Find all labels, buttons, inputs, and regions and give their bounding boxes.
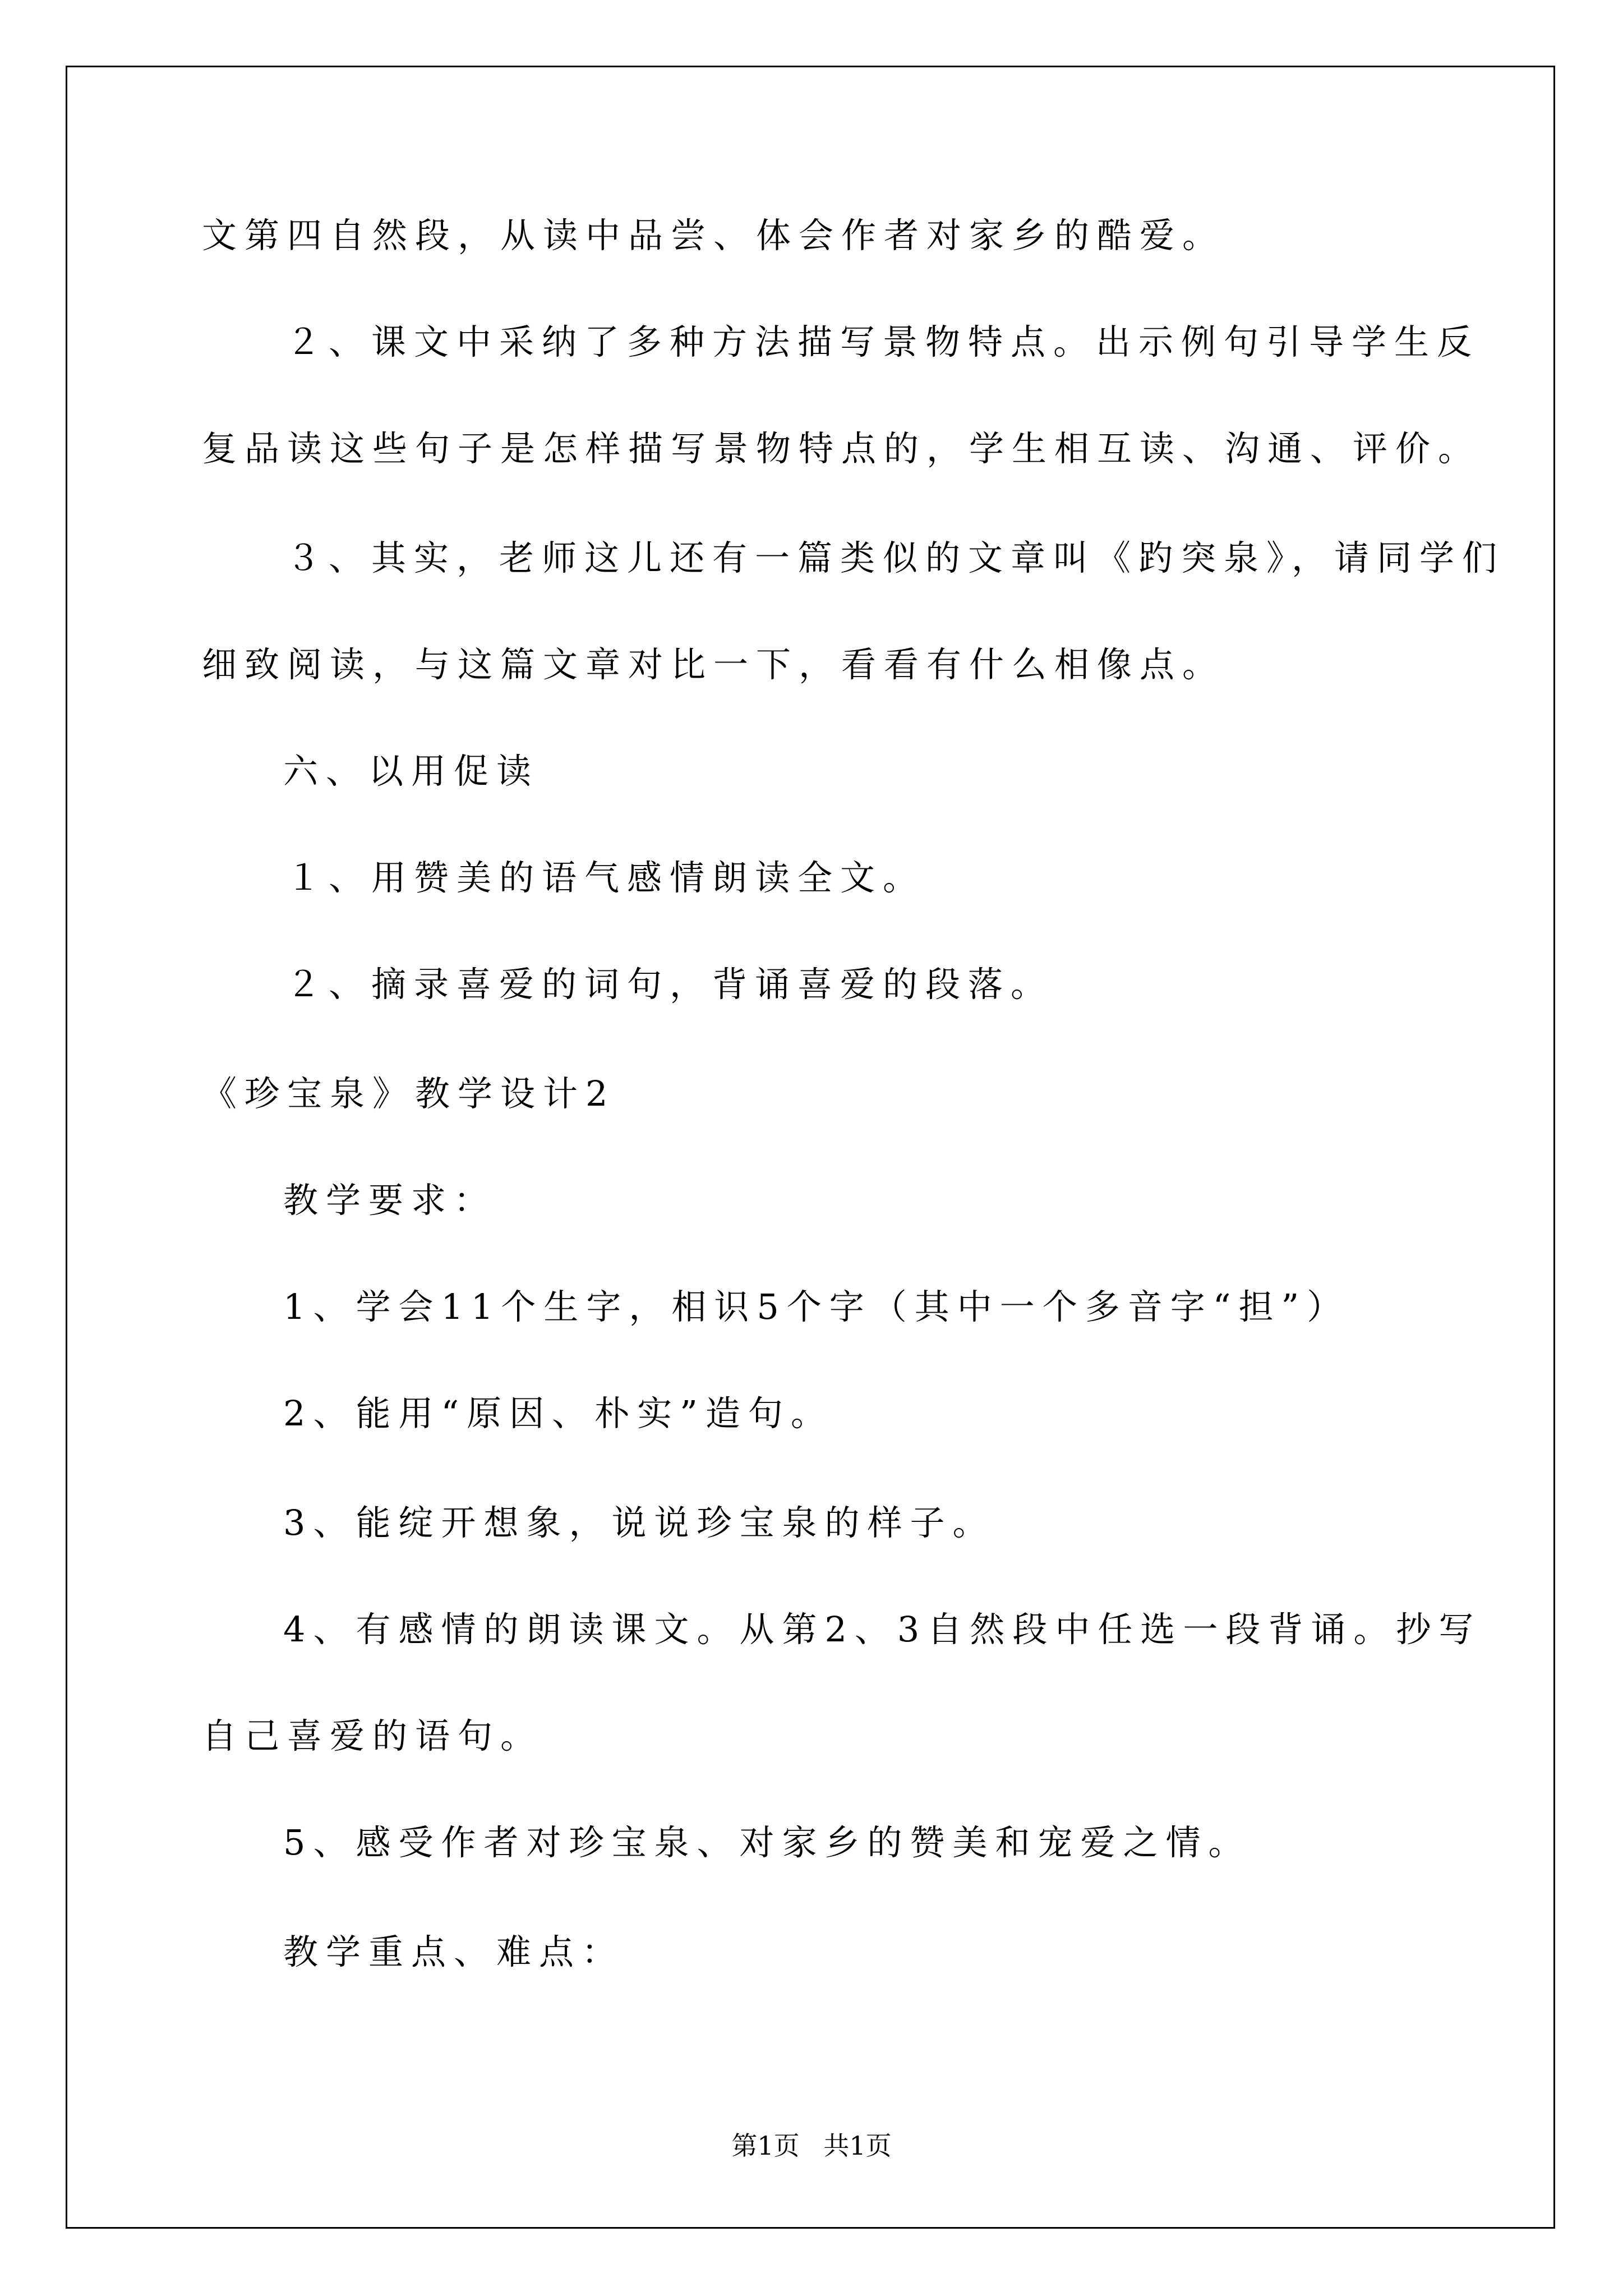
body-line-8: ２、摘录喜爱的词句，背诵喜爱的段落。 — [286, 964, 1054, 1005]
section-heading-six: 六、以用促读 — [283, 751, 540, 792]
requirement-1: 1、学会11个生字，相识5个字（其中一个多音字“担”） — [283, 1286, 1350, 1327]
section-heading-key-points: 教学重点、难点： — [283, 1931, 625, 1972]
requirement-4: 4、有感情的朗读课文。从第2、3自然段中任选一段背诵。抄写 — [283, 1609, 1482, 1650]
body-line-4: ３、其实，老师这儿还有一篇类似的文章叫《趵突泉》，请同学们 — [286, 537, 1505, 578]
page-number-current: 第1页 — [731, 2131, 800, 2161]
requirement-3: 3、能绽开想象，说说珍宝泉的样子。 — [283, 1502, 995, 1543]
body-line-1: 文第四自然段，从读中品尝、体会作者对家乡的酷爱。 — [202, 215, 1225, 256]
requirement-2: 2、能用“原因、朴实”造句。 — [283, 1393, 833, 1434]
document-title: 《珍宝泉》教学设计2 — [202, 1073, 616, 1114]
requirement-4-continued: 自己喜爱的语句。 — [202, 1715, 543, 1756]
requirement-5: 5、感受作者对珍宝泉、对家乡的赞美和宠爱之情。 — [283, 1822, 1251, 1863]
body-line-7: １、用赞美的语气感情朗读全文。 — [286, 857, 926, 898]
body-line-5: 细致阅读，与这篇文章对比一下，看看有什么相像点。 — [202, 644, 1225, 685]
section-heading-requirements: 教学要求： — [283, 1180, 497, 1221]
page-number-total: 共1页 — [823, 2131, 892, 2161]
body-line-3: 复品读这些句子是怎样描写景物特点的，学生相互读、沟通、评价。 — [202, 428, 1481, 469]
page-footer — [0, 2129, 1623, 2162]
body-line-2: ２、课文中采纳了多种方法描写景物特点。出示例句引导学生反 — [286, 321, 1480, 362]
page-border — [66, 66, 1555, 2229]
